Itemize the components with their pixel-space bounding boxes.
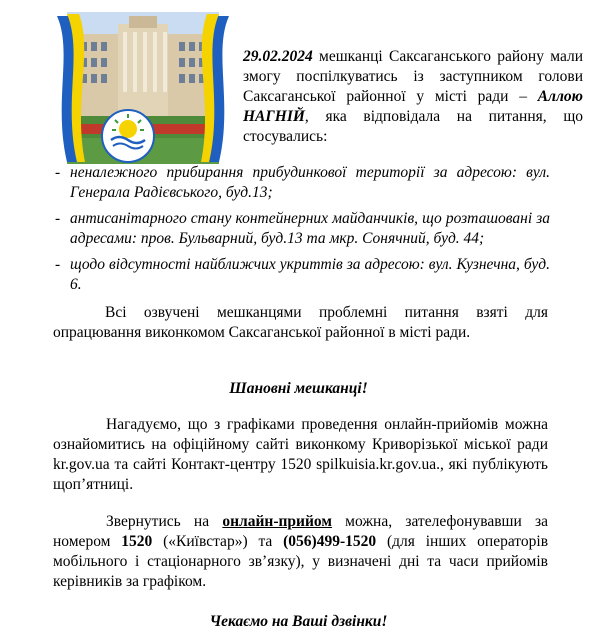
- online-reception-link[interactable]: онлайн-прийом: [222, 513, 332, 530]
- contact-text-part2: можна, зателефонувавши за номером: [53, 513, 549, 550]
- district-building-photo: [53, 12, 233, 164]
- contact-text-part1: Звернутись на: [106, 513, 223, 530]
- official-name: Аллою НАГНІЙ: [243, 88, 583, 125]
- contact-text-part4: (для інших операторів мобільного і стаціонарного зв’язку), у визначені дні та часи прийомів керівників за графіком.: [53, 533, 549, 590]
- phone-number-1520: 1520: [121, 533, 153, 550]
- list-item: - щодо відсутності найближчих укриттів за адресою: вул. Кузнечна, буд. 6.: [55, 255, 550, 295]
- phone-number-landline: (056)499-1520: [283, 533, 377, 550]
- intro-text-part2: , яка відповідала на питання, що стосувались:: [243, 108, 583, 145]
- contact-paragraph: [53, 512, 548, 592]
- schedule-paragraph: Нагадуємо, що з графіками проведення онлайн-прийомів можна ознайомитись на офіційному сайті виконкому Криворізької міської ради kr.gov.ua та сайті Контакт-центру 1520 spilkuisia.kr.gov.ua., які публікують щоп’ятниці.: [53, 416, 548, 493]
- greeting-heading: Шановні мешканці!: [229, 380, 368, 397]
- list-item: - неналежного прибирання прибудинкової території за адресою: вул. Генерала Радієвського, буд.13;: [55, 163, 550, 203]
- issues-list: [55, 163, 550, 295]
- event-date: 29.02.2024: [243, 48, 313, 65]
- list-item: - антисанітарного стану контейнерних майданчиків, що розташовані за адресами: пров. Бульварний, буд.13 та мкр. Сонячний, буд. 44;: [55, 209, 550, 249]
- closing-heading: Чекаємо на Ваші дзвінки!: [209, 613, 388, 630]
- conclusion-paragraph: Всі озвучені мешканцями проблемні питання взяті для опрацювання виконкомом Саксаганської районної в місті ради.: [53, 304, 548, 341]
- contact-text-part3: («Київстар») та: [152, 533, 284, 550]
- intro-paragraph: [243, 47, 583, 147]
- intro-text-part1: мешканці Саксаганського району мали змогу поспілкуватись із заступником голови Саксаганської районної у місті ради –: [243, 48, 583, 105]
